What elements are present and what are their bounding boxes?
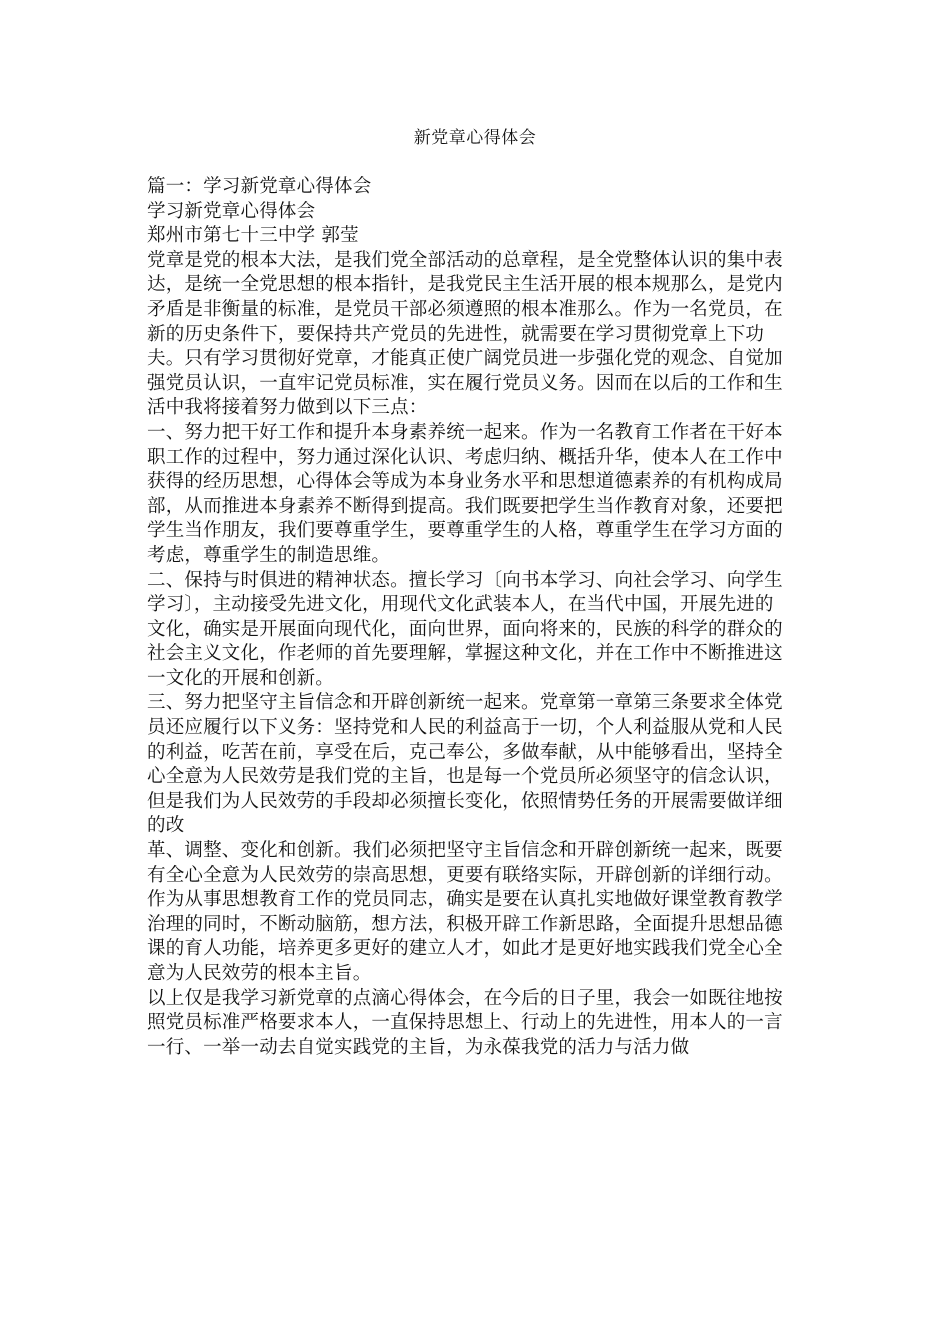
text-line: 强党员认识，一直牢记党员标准，实在履行党员义务。因而在以后的工作和生 — [147, 372, 783, 394]
text-line: 但是我们为人民效劳的手段却必须擅长变化，依照情势任务的开展需要做详细 — [147, 790, 783, 812]
text-line: 照党员标准严格要求本人，一直保持思想上、行动上的先进性，用本人的一言 — [147, 1012, 783, 1034]
text-line: 二、保持与时俱进的精神状态。擅长学习〔向书本学习、向社会学习、向学生 — [147, 569, 783, 591]
text-line: 有全心全意为人民效劳的崇高思想，更要有联络实际，开辟创新的详细行动。 — [147, 864, 783, 886]
text-line: 学习新党章心得体会 — [147, 200, 316, 222]
text-line: 夫。只有学习贯彻好党章，才能真正使广阔党员进一步强化党的观念、自觉加 — [147, 348, 783, 370]
document-title: 新党章心得体会 — [413, 128, 537, 148]
text-line: 的改 — [147, 815, 185, 837]
document-body — [147, 175, 807, 1060]
text-line: 意为人民效劳的根本主旨。 — [147, 963, 372, 984]
text-line: 篇一：学习新党章心得体会 — [147, 176, 372, 197]
text-line: 的利益，吃苦在前，享受在后，克己奉公，多做奉献，从中能够看出，坚持全 — [147, 741, 783, 763]
text-line: 考虑，尊重学生的制造思维。 — [147, 544, 391, 566]
text-line: 学习〕，主动接受先进文化，用现代文化武装本人，在当代中国，开展先进的 — [147, 594, 774, 616]
text-line: 员还应履行以下义务：坚持党和人民的利益高于一切，个人利益服从党和人民 — [147, 717, 783, 739]
text-line: 社会主义文化，作老师的首先要理解，掌握这种文化，并在工作中不断推进这 — [147, 643, 783, 665]
text-line: 文化，确实是开展面向现代化，面向世界，面向将来的，民族的科学的群众的 — [147, 618, 783, 640]
text-line: 心全意为人民效劳是我们党的主旨，也是每一个党员所必须坚守的信念认识， — [147, 766, 783, 788]
text-line: 一、努力把干好工作和提升本身素养统一起来。作为一名教育工作者在干好本 — [147, 421, 783, 443]
text-line: 以上仅是我学习新党章的点滴心得体会，在今后的日子里，我会一如既往地按 — [147, 987, 783, 1009]
text-line: 郑州市第七十三中学 郭莹 — [147, 225, 359, 247]
text-line: 部，从而推进本身素养不断得到提高。我们既要把学生当作教育对象，还要把 — [147, 495, 783, 517]
text-line: 党章是党的根本大法，是我们党全部活动的总章程，是全党整体认识的集中表 — [147, 249, 783, 271]
text-line: 三、努力把坚守主旨信念和开辟创新统一起来。党章第一章第三条要求全体党 — [147, 692, 783, 714]
text-line: 一行、一举一动去自觉实践党的主旨，为永葆我党的活力与活力做 — [147, 1036, 690, 1058]
text-line: 获得的经历思想，心得体会等成为本身业务水平和思想道德素养的有机构成局 — [147, 471, 783, 493]
text-line: 矛盾是非衡量的标准，是党员干部必须遵照的根本准那么。作为一名党员，在 — [147, 298, 783, 320]
text-line: 职工作的过程中，努力通过深化认识、考虑归纳、概括升华，使本人在工作中 — [147, 446, 783, 468]
text-line: 课的育人功能，培养更多更好的建立人才，如此才是更好地实践我们党全心全 — [147, 938, 783, 960]
text-line: 革、调整、变化和创新。我们必须把坚守主旨信念和开辟创新统一起来，既要 — [147, 840, 783, 862]
text-line: 活中我将接着努力做到以下三点： — [147, 397, 428, 419]
text-line: 一文化的开展和创新。 — [147, 667, 335, 689]
text-line: 作为从事思想教育工作的党员同志，确实是要在认真扎实地做好课堂教育教学 — [147, 889, 783, 911]
text-line: 达，是统一全党思想的根本指针，是我党民主生活开展的根本规那么，是党内 — [147, 274, 783, 296]
text-line: 治理的同时，不断动脑筋，想方法，积极开辟工作新思路，全面提升思想品德 — [147, 913, 783, 935]
text-line: 新的历史条件下，要保持共产党员的先进性，就需要在学习贯彻党章上下功 — [147, 323, 765, 345]
text-line: 学生当作朋友，我们要尊重学生，要尊重学生的人格，尊重学生在学习方面的 — [147, 520, 783, 542]
